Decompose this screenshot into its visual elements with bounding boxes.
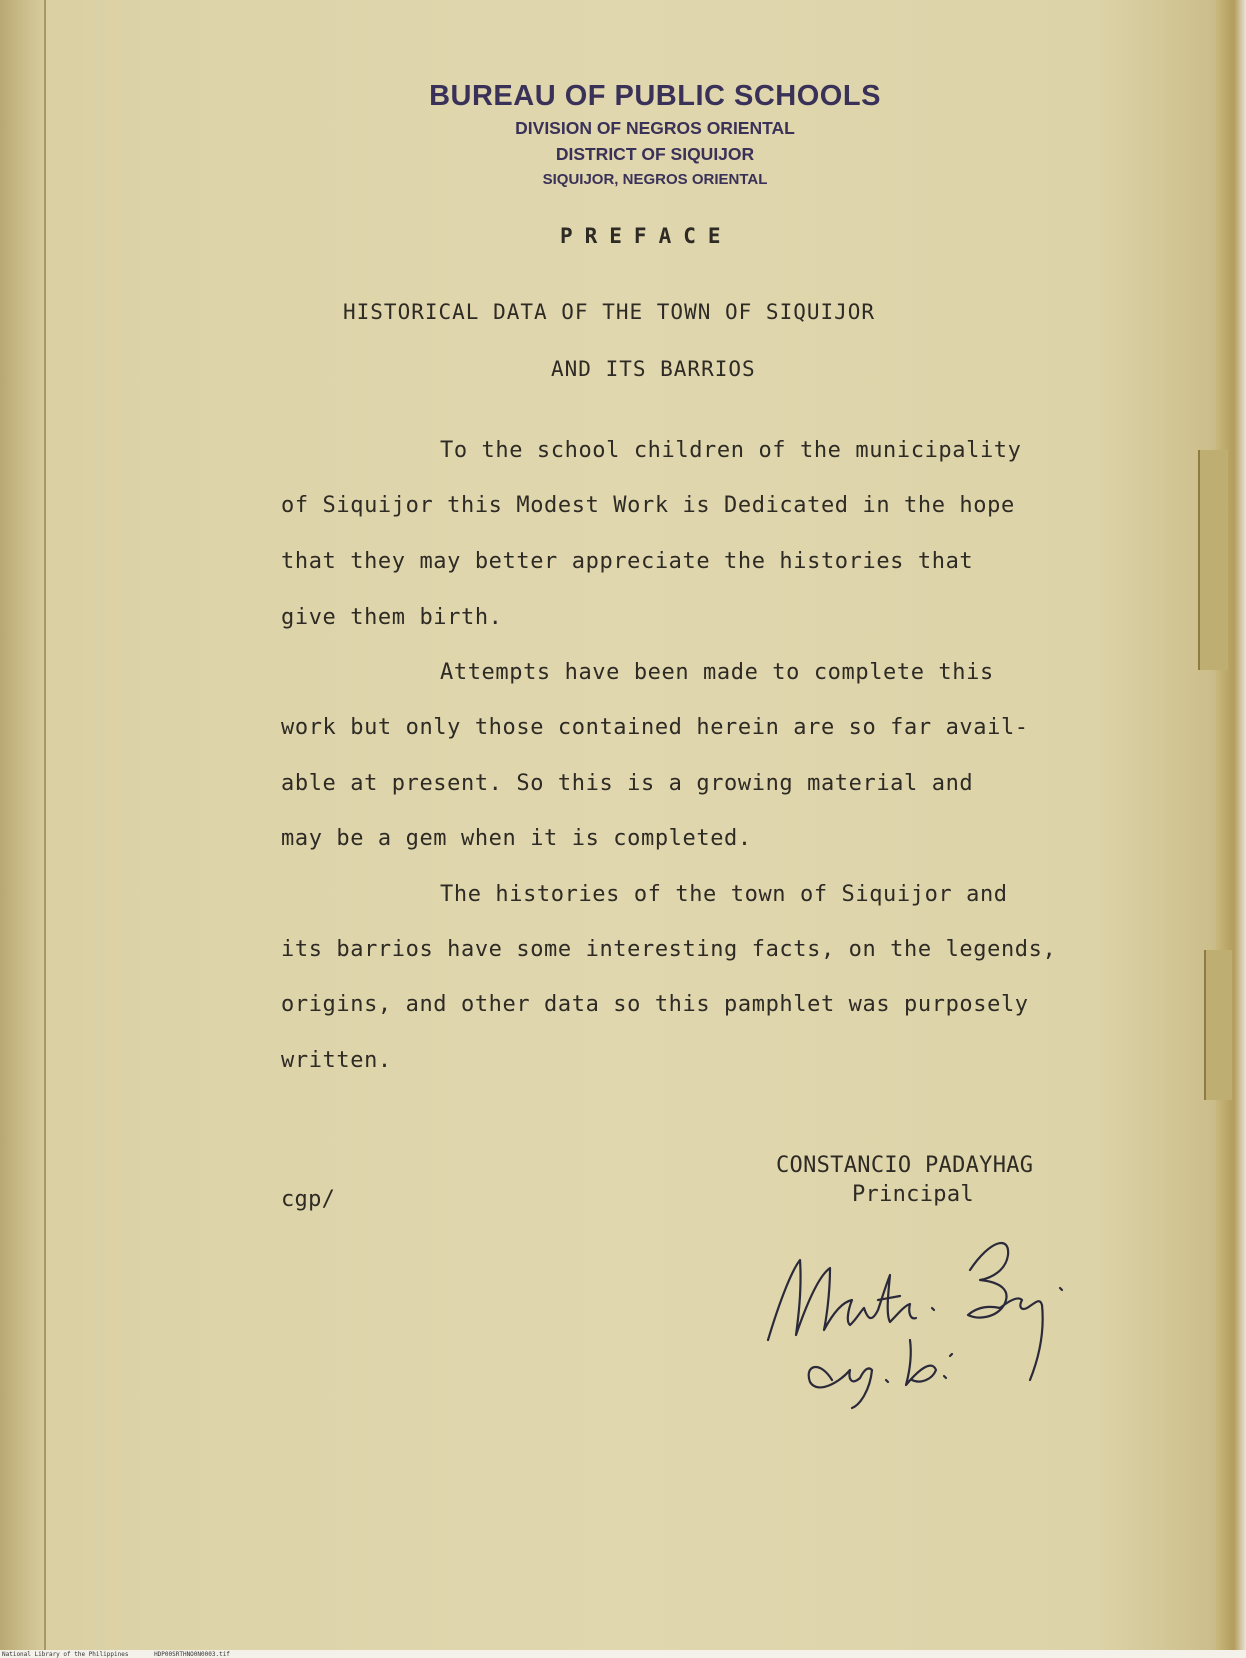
torn-edge <box>1204 950 1232 1100</box>
scan-footer <box>2 1651 252 1658</box>
typist-initials: cgp/ <box>281 1187 336 1212</box>
body-line: origins, and other data so this pamphlet was purposely <box>281 992 1029 1017</box>
body-line: its barrios have some interesting facts, on the legends, <box>281 937 1057 962</box>
letterhead-address: SIQUIJOR, NEGROS ORIENTAL <box>542 171 768 188</box>
letterhead-division: DIVISION OF NEGROS ORIENTAL <box>515 118 795 138</box>
body-line: of Siquijor this Modest Work is Dedicated in the hope <box>281 493 1015 518</box>
letterhead-district: DISTRICT OF SIQUIJOR <box>555 144 755 164</box>
body-line: To the school children of the municipality <box>440 438 1022 463</box>
handwritten-signature <box>760 1230 1120 1410</box>
signatory-name: CONSTANCIO PADAYHAG <box>776 1153 1034 1178</box>
body-line: may be a gem when it is completed. <box>281 826 752 851</box>
torn-edge <box>1198 450 1228 670</box>
document-title: HISTORICAL DATA OF THE TOWN OF SIQUIJOR <box>343 300 876 324</box>
paper-right-edge <box>1216 0 1246 1658</box>
signatory-position: Principal <box>852 1182 974 1207</box>
body-line: that they may better appreciate the histories that <box>281 549 974 574</box>
body-line: able at present. So this is a growing material and <box>281 771 974 796</box>
footer-source: National Library of the Philippines <box>2 1651 129 1658</box>
body-line: written. <box>281 1048 392 1073</box>
document-subtitle: AND ITS BARRIOS <box>551 357 756 381</box>
body-line: work but only those contained herein are so far avail- <box>281 715 1029 740</box>
letterhead-bureau: BUREAU OF PUBLIC SCHOOLS <box>429 80 881 112</box>
body-line: give them birth. <box>281 605 503 630</box>
paper-left-fold <box>0 0 46 1658</box>
preface-heading: PREFACE <box>560 224 733 248</box>
body-line: Attempts have been made to complete this <box>440 660 994 685</box>
footer-file-id: HDP00SRTHNO0N0003.tif <box>154 1651 230 1658</box>
body-line: The histories of the town of Siquijor and <box>440 882 1008 907</box>
